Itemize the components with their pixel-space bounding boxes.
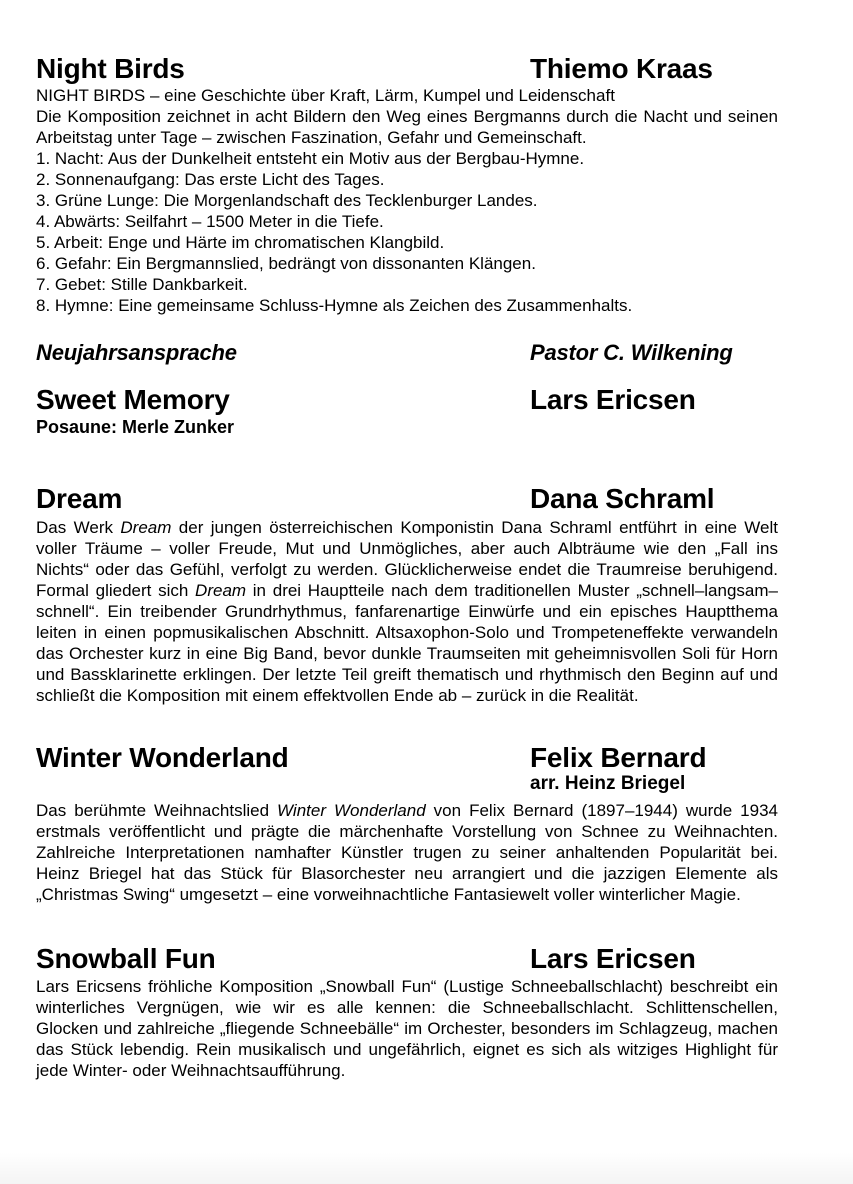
description-text: von Felix Bernard (1897–1944) wurde 1934 erstmals veröffentlicht und prägte die märchenhafte Vorstellung von Schnee zu Weihnachten. Zahlreiche Interpretationen namhafter Künstler trugen zu seiner anhaltenden Popularität bei. Heinz Briegel hat das Stück für Blasorchester neu arrangiert und die jazzigen Elemente als „Christmas Swing“ umgesetzt – eine vorweihnachtliche Fantasiewelt voller winterlicher Magie. — [36, 801, 778, 904]
section-snowball-fun — [36, 945, 778, 1081]
work-title-inline: Dream — [120, 518, 172, 537]
arranger-credit: arr. Heinz Briegel — [530, 773, 686, 794]
piece-title: Sweet Memory — [36, 384, 230, 415]
section-dream — [36, 485, 778, 706]
piece-title: Night Birds — [36, 53, 185, 84]
movement-item: 7. Gebet: Stille Dankbarkeit. — [36, 275, 248, 294]
composer-name: Felix Bernard — [530, 742, 707, 773]
piece-description: Die Komposition zeichnet in acht Bildern den Weg eines Bergmanns durch die Nacht und seinen Arbeitstag unter Tage – zwischen Faszination, Gefahr und Gemeinschaft. — [36, 107, 778, 147]
description-text: der jungen österreichischen Komponistin Dana Schraml entführt in eine Welt voller Träume – voller Freude, Mut und Unmögliches, aber auch Albträume wie den „Fall ins Nichts“ oder das Gefühl, verfolgt zu werden. Glücklicherweise endet die Traumreise beruhigend. Formal gliedert sich — [36, 518, 778, 600]
piece-description: Lars Ericsens fröhliche Komposition „Snowball Fun“ (Lustige Schneeballschlacht) beschreibt ein winterliches Vergnügen, wie wir es alle kennen: die Schneeballschlacht. Schlittenschellen, Glocken und zahlreiche „fliegende Schneebälle“ im Orchester, besonders im Schlagzeug, machen das Stück lebendig. Rein musikalisch und ungefährlich, eignet es sich als witziges Highlight für jede Winter- oder Weihnachtsaufführung. — [36, 977, 778, 1080]
work-title-inline: Dream — [195, 581, 247, 600]
movement-item: 6. Gefahr: Ein Bergmannslied, bedrängt von dissonanten Klängen. — [36, 254, 536, 273]
piece-title: Neujahrsansprache — [36, 340, 237, 365]
piece-heading — [36, 55, 778, 83]
piece-description — [36, 517, 778, 706]
page-bottom-shadow — [0, 1152, 853, 1184]
movement-item: 2. Sonnenaufgang: Das erste Licht des Tages. — [36, 170, 385, 189]
section-neujahrsansprache — [36, 340, 778, 366]
description-text: Das berühmte Weihnachtslied — [36, 801, 278, 820]
section-sweet-memory — [36, 386, 778, 438]
arranger-row — [36, 772, 778, 796]
piece-heading — [36, 340, 778, 366]
section-winter-wonderland — [36, 744, 778, 905]
piece-heading — [36, 744, 778, 772]
movement-item: 5. Arbeit: Enge und Härte im chromatischen Klangbild. — [36, 233, 445, 252]
movement-item: 4. Abwärts: Seilfahrt – 1500 Meter in die Tiefe. — [36, 212, 384, 231]
piece-title: Dream — [36, 483, 123, 514]
section-night-birds — [36, 55, 778, 316]
composer-name: Lars Ericsen — [530, 384, 696, 415]
composer-name: Dana Schraml — [530, 483, 715, 514]
description-text: in drei Hauptteile nach dem traditionellen Muster „schnell–langsam–schnell“. Ein treibender Grundrhythmus, fanfarenartige Einwürfe und ein episches Hauptthema leiten in einen popmusikalischen Abschnitt. Altsaxophon-Solo und Trompeteneffekte verwandeln das Orchester kurz in eine Big Band, bevor dunkle Traumseiten mit geheimnisvollen Soli für Horn und Bassklarinette erklingen. Der letzte Teil greift thematisch und rhythmisch den Beginn auf und schließt die Komposition mit einem effektvollen Ende ab – zurück in die Realität. — [36, 581, 778, 705]
composer-name: Thiemo Kraas — [530, 53, 713, 84]
work-title-inline: Winter Wonderland — [277, 801, 426, 820]
movement-item: 1. Nacht: Aus der Dunkelheit entsteht ein Motiv aus der Bergbau-Hymne. — [36, 149, 585, 168]
speaker-name: Pastor C. Wilkening — [530, 340, 733, 365]
piece-heading — [36, 485, 778, 513]
piece-heading — [36, 945, 778, 973]
composer-name: Lars Ericsen — [530, 943, 696, 974]
piece-tagline: NIGHT BIRDS – eine Geschichte über Kraft, Lärm, Kumpel und Leidenschaft — [36, 86, 615, 105]
soloist-credit: Posaune: Merle Zunker — [36, 417, 235, 437]
movement-item: 3. Grüne Lunge: Die Morgenlandschaft des Tecklenburger Landes. — [36, 191, 538, 210]
movement-list — [36, 148, 778, 316]
movement-item: 8. Hymne: Eine gemeinsame Schluss-Hymne als Zeichen des Zusammenhalts. — [36, 296, 633, 315]
piece-title: Snowball Fun — [36, 943, 216, 974]
description-text: Das Werk — [36, 518, 121, 537]
piece-description — [36, 800, 778, 905]
piece-heading — [36, 386, 778, 414]
piece-title: Winter Wonderland — [36, 742, 289, 773]
